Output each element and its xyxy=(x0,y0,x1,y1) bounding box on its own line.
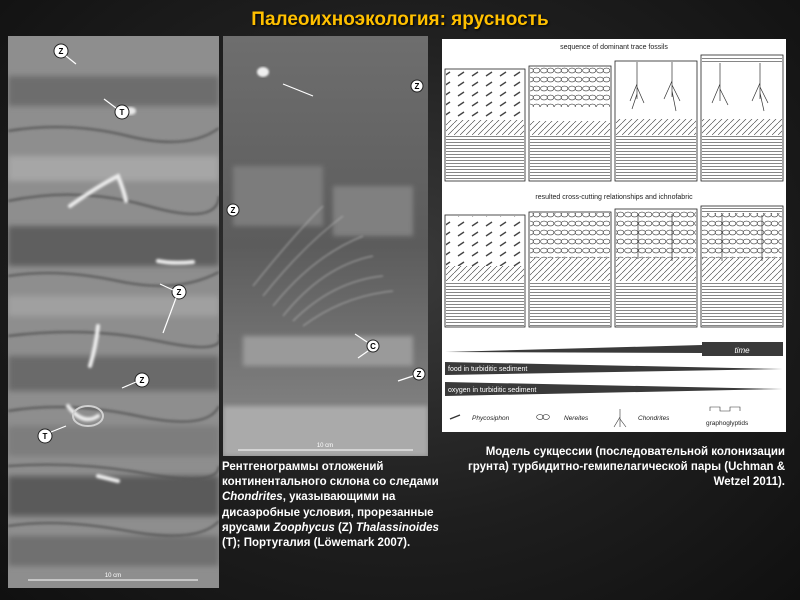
svg-text:Phycosiphon: Phycosiphon xyxy=(472,415,510,422)
caption-left-text-2: , указывающими на дисаэробные условия, прорезанные ярусами xyxy=(222,491,434,534)
svg-text:food in turbiditic sediment: food in turbiditic sediment xyxy=(448,366,528,373)
slide-title: Палеоихноэкология: ярусность xyxy=(251,9,549,30)
xray-image-left xyxy=(8,36,219,588)
caption-right: Модель сукцессии (последовательной колонизации грунта) турбидитно-гемипелагической пары (Uchman & Wetzel 2011). xyxy=(467,446,785,489)
scheme-legend xyxy=(450,407,749,427)
caption-genus-chondrites: Chondrites xyxy=(222,491,283,504)
caption-genus-thalassinoides: Thalassinoides xyxy=(355,521,439,534)
svg-text:Chondrites: Chondrites xyxy=(638,415,670,422)
scheme-top-row xyxy=(445,55,783,181)
svg-text:10 cm: 10 cm xyxy=(316,443,334,449)
svg-text:10 cm: 10 cm xyxy=(104,573,122,579)
scheme-heading-top: sequence of dominant trace fossils xyxy=(560,44,668,51)
svg-text:Z: Z xyxy=(414,82,420,91)
svg-text:graphoglyptids: graphoglyptids xyxy=(706,420,749,427)
caption-left-text-1: Рентгенограммы отложений континентального склона со следами xyxy=(222,461,439,489)
svg-text:Z: Z xyxy=(416,370,422,379)
caption-genus-zoophycus: Zoophycus xyxy=(273,521,335,534)
svg-text:oxygen in turbiditic sediment: oxygen in turbiditic sediment xyxy=(448,387,537,394)
caption-left-text-4: (T); Португалия (Löwemark 2007). xyxy=(222,537,411,550)
svg-text:T: T xyxy=(42,432,48,441)
svg-text:C: C xyxy=(370,342,376,351)
succession-model-diagram xyxy=(442,39,786,432)
caption-left-text-3: (Z) xyxy=(334,521,356,534)
xray-right-label-z2 xyxy=(227,204,239,216)
svg-text:time: time xyxy=(734,346,750,355)
caption-left xyxy=(222,460,454,551)
scheme-bottom-row xyxy=(445,206,783,327)
food-arrow xyxy=(445,362,783,375)
svg-text:T: T xyxy=(119,108,125,117)
svg-text:Z: Z xyxy=(58,47,64,56)
svg-text:Z: Z xyxy=(230,206,236,215)
time-arrow xyxy=(445,342,783,356)
oxygen-arrow xyxy=(445,382,783,396)
svg-text:Z: Z xyxy=(176,288,182,297)
svg-text:Z: Z xyxy=(139,376,145,385)
svg-text:Nereites: Nereites xyxy=(564,415,589,422)
xray-image-right xyxy=(223,36,428,456)
scheme-heading-middle: resulted cross-cutting relationships and ichnofabric xyxy=(535,194,693,201)
